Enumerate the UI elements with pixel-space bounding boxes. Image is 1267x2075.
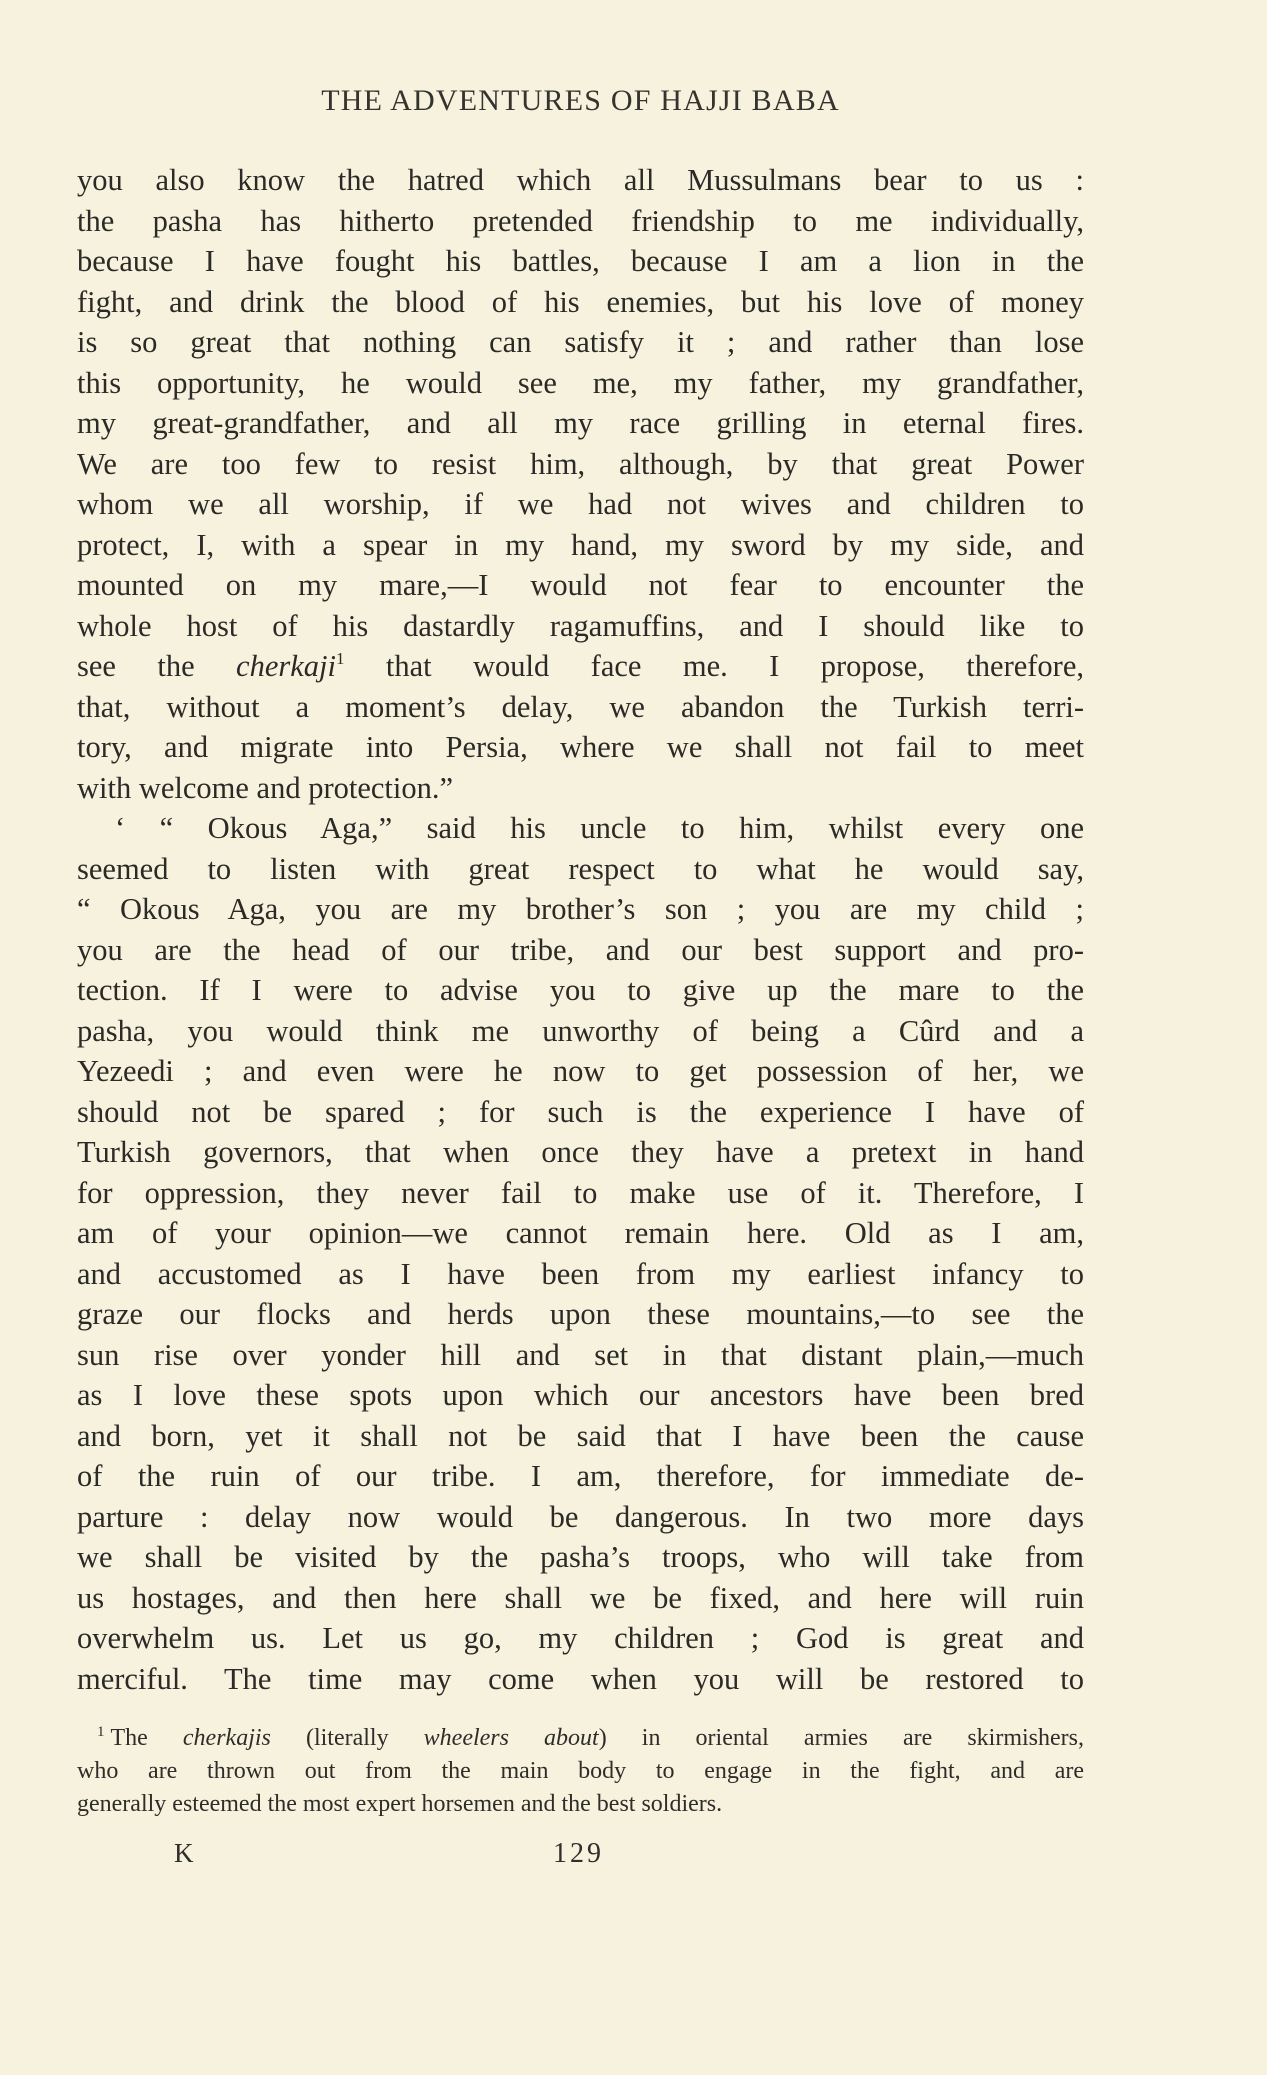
text-line: graze our flocks and herds upon these mountains,—to see the bbox=[77, 1297, 1084, 1331]
text-line: sun rise over yonder hill and set in that distant plain,—much bbox=[77, 1337, 1084, 1372]
text-line: with welcome and protection.” bbox=[77, 770, 454, 805]
text-line: tection. If I were to advise you to give up the mare to the bbox=[77, 973, 1084, 1007]
text-line: tory, and migrate into Persia, where we shall not fail to meet bbox=[77, 730, 1084, 764]
text-line: merciful. The time may come when you will be restored to bbox=[77, 1661, 1084, 1696]
text-line: that, without a moment’s delay, we abandon the Turkish terri- bbox=[77, 689, 1084, 724]
text-line: of the ruin of our tribe. I am, therefore, for immediate de- bbox=[77, 1459, 1084, 1493]
text-line: parture : delay now would be dangerous. In two more days bbox=[77, 1499, 1084, 1534]
text-line: the pasha has hitherto pretended friendship to me individually, bbox=[77, 203, 1084, 238]
text-line: pasha, you would think me unworthy of being a Cûrd and a bbox=[77, 1013, 1084, 1048]
text-line: is so great that nothing can satisfy it ; and rather than lose bbox=[77, 325, 1084, 359]
footnote-line bbox=[77, 1722, 1084, 1755]
text-line: mounted on my mare,—I would not fear to encounter the bbox=[77, 568, 1084, 602]
text-line: for oppression, they never fail to make use of it. Therefore, I bbox=[77, 1175, 1084, 1210]
text-line: seemed to listen with great respect to what he would say, bbox=[77, 851, 1084, 886]
text-line: whom we all worship, if we had not wives and children to bbox=[77, 487, 1084, 521]
text-segment: see the bbox=[77, 649, 237, 683]
footnote-line: who are thrown out from the main body to engage in the fight, and are bbox=[77, 1758, 1084, 1784]
text-line: and born, yet it shall not be said that I have been the cause bbox=[77, 1418, 1084, 1453]
text-line: protect, I, with a spear in my hand, my sword by my side, and bbox=[77, 527, 1084, 562]
page-number: 129 bbox=[553, 1838, 604, 1869]
body-text bbox=[77, 160, 1084, 1699]
footnote-text: ) in oriental armies are skirmishers, bbox=[598, 1725, 1085, 1751]
text-line: Yezeedi ; and even were he now to get possession of her, we bbox=[77, 1054, 1084, 1088]
text-segment: that would face me. I propose, therefore, bbox=[344, 649, 1084, 683]
text-line: “ Okous Aga, you are my brother’s son ; you are my child ; bbox=[77, 892, 1084, 926]
footnote-gloss: wheelers about bbox=[423, 1725, 599, 1751]
text-line: as I love these spots upon which our ancestors have been bred bbox=[77, 1378, 1084, 1412]
footnote-text: (literally bbox=[270, 1725, 424, 1751]
text-line: my great-grandfather, and all my race grilling in eternal fires. bbox=[77, 406, 1084, 440]
footnote-text: The bbox=[110, 1725, 183, 1751]
text-line: this opportunity, he would see me, my father, my grandfather, bbox=[77, 365, 1084, 400]
footnote-line: generally esteemed the most expert horsemen and the best soldiers. bbox=[77, 1791, 723, 1817]
text-line: you are the head of our tribe, and our best support and pro- bbox=[77, 932, 1084, 967]
text-line: fight, and drink the blood of his enemies, but his love of money bbox=[77, 284, 1084, 319]
text-line: ‘ “ Okous Aga,” said his uncle to him, whilst every one bbox=[115, 811, 1084, 845]
text-line: Turkish governors, that when once they have a pretext in hand bbox=[77, 1135, 1084, 1169]
text-line: We are too few to resist him, although, by that great Power bbox=[77, 446, 1084, 481]
footnote-reference: 1 bbox=[335, 649, 345, 668]
text-line: you also know the hatred which all Mussulmans bear to us : bbox=[77, 163, 1084, 197]
italic-term: cherkaji bbox=[236, 649, 336, 683]
text-line: and accustomed as I have been from my earliest infancy to bbox=[77, 1256, 1084, 1291]
text-line: am of your opinion—we cannot remain here. Old as I am, bbox=[77, 1216, 1084, 1250]
text-line: we shall be visited by the pasha’s troops, who will take from bbox=[77, 1540, 1084, 1574]
text-line: whole host of his dastardly ragamuffins, and I should like to bbox=[77, 608, 1084, 643]
text-line-with-footnote-ref bbox=[77, 646, 1084, 687]
running-title: THE ADVENTURES OF HAJJI BABA bbox=[321, 84, 840, 117]
footnote-marker: 1 bbox=[97, 1724, 105, 1740]
footnote-term: cherkajis bbox=[182, 1725, 271, 1751]
footnotes bbox=[77, 1722, 1084, 1821]
signature-mark: K bbox=[174, 1838, 194, 1868]
text-line: should not be spared ; for such is the experience I have of bbox=[77, 1094, 1084, 1129]
text-line: us hostages, and then here shall we be fixed, and here will ruin bbox=[77, 1580, 1084, 1615]
text-line: because I have fought his battles, because I am a lion in the bbox=[77, 244, 1084, 278]
text-line: overwhelm us. Let us go, my children ; God is great and bbox=[77, 1621, 1084, 1655]
